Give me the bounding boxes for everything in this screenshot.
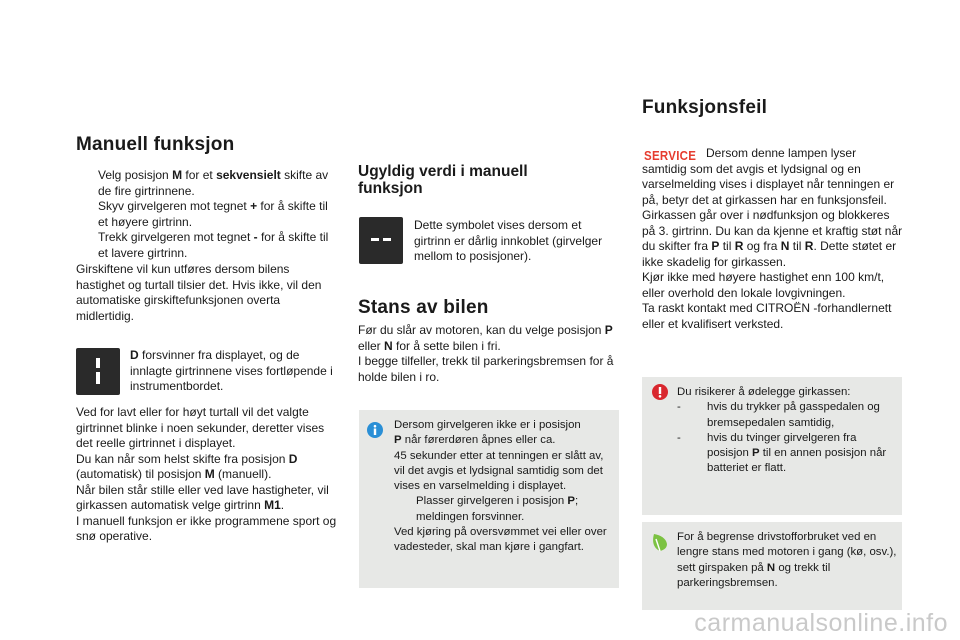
warning-note-box: Du risikerer å ødelegge girkassen: - hvis du trykker på gasspedalen og bremsepedalen samtidig, - hvis du tvinger girvelgeren fra posisjon P til en annen posisjon når batteriet er flatt. xyxy=(642,377,902,515)
emergency-mode-paragraph: Girkassen går over i nødfunksjon og blokkeres på 3. girtrinn. Du kan da kjenne et kraftig støt når du skifter fra P til R og fra N til R. Dette støtet er ikke skadelig for girkassen. xyxy=(642,208,903,269)
malfunction-text xyxy=(642,146,904,332)
info-icon xyxy=(367,422,383,438)
invalid-gear-icon xyxy=(359,217,403,264)
parking-brake-paragraph: I begge tilfeller, trekk til parkeringsbremsen for å holde bilen i ro. xyxy=(358,354,614,384)
heading-manual-mode: Manuell funksjon xyxy=(76,134,235,155)
eco-note-box xyxy=(642,522,902,610)
list-item: Velg posisjon M for et sekvensielt skifte av de fire girtrinnene. xyxy=(98,168,329,198)
contact-dealer-paragraph: Ta raskt kontakt med CITROËN -forhandlernett eller et kvalifisert verksted. xyxy=(642,301,892,331)
eco-advice-text: For å begrense drivstofforbruket ved en lengre stans med motoren i gang (kø, osv.), sett girspaken på N og trekk til parkeringsbremsen. xyxy=(677,531,897,589)
heading-stopping-vehicle: Stans av bilen xyxy=(358,297,489,318)
rpm-paragraph: Ved for lavt eller for høyt turtall vil det valgte girtrinnet blinke i noen sekunder, deretter vises det reelle girtrinnet i displayet. xyxy=(76,405,325,450)
dash-glyph: - xyxy=(677,401,681,414)
service-lamp-icon: SERVICE xyxy=(644,149,697,163)
list-item: - hvis du tvinger girvelgeren fra posisjon P til en annen posisjon når batteriet er flatt. xyxy=(677,431,887,475)
gear-change-paragraph: Girskiftene vil kun utføres dersom bilens hastighet og turtall tilsier det. Hvis ikke, vil den automatiske girskiftefunksjonen overta midlertidig. xyxy=(76,262,322,323)
switch-d-m-paragraph: Du kan når som helst skifte fra posisjon D (automatisk) til posisjon M (manuell). xyxy=(76,451,298,481)
warning-icon xyxy=(652,384,668,400)
heading-malfunction: Funksjonsfeil xyxy=(642,97,768,118)
manual-mode-details xyxy=(76,405,340,545)
list-item: Trekk girvelgeren mot tegnet - for å skifte til et lavere girtrinn. xyxy=(98,230,329,260)
watermark: carmanualsonline.info xyxy=(694,609,948,637)
d-indicator-text: D forsvinner fra displayet, og de innlagte girtrinnene vises fortløpende i instrumentbordet. xyxy=(130,348,333,393)
list-item: Plasser girvelgeren i posisjon P; meldingen forsvinner. xyxy=(416,495,579,523)
heading-invalid-value: Ugyldig verdi i manuell funksjon xyxy=(358,163,528,197)
service-lamp-paragraph: Dersom denne lampen lyser samtidig som det avgis et lydsignal og en varselmelding vises i displayet når tenningen er på, betyr det at girkassen har en funksjonsfeil. xyxy=(642,146,895,207)
column-manual-mode xyxy=(76,134,338,324)
manual-mode-steps xyxy=(76,168,338,261)
neutral-paragraph: Før du slår av motoren, kan du velge posisjon P eller N for å sette bilen i fri. xyxy=(358,323,613,353)
list-item: - hvis du trykker på gasspedalen og bremsepedalen samtidig, xyxy=(677,401,880,429)
speed-limit-paragraph: Kjør ikke med høyere hastighet enn 100 km/t, eller overhold den lokale lovgivningen. xyxy=(642,270,885,300)
dash-glyph: - xyxy=(677,431,681,444)
sport-snow-paragraph: I manuell funksjon er ikke programmene sport og snø operative. xyxy=(76,513,337,543)
list-item: Skyv girvelgeren mot tegnet + for å skifte til et høyere girtrinn. xyxy=(98,199,328,229)
info-note-box: Dersom girvelgeren ikke er i posisjon P når førerdøren åpnes eller ca. 45 sekunder etter at tenningen er slått av, vil det avgis et lydsignal samtidig som det vises en varselmelding i displayet. Plasser girvelgeren i posisjon P; meldingen forsvinner. Ved kjøring på oversvømmet vei eller over vadesteder, skal man kjøre i gangfart. xyxy=(359,410,619,588)
auto-m1-paragraph: Når bilen står stille eller ved lave hastigheter, vil girkassen automatisk velge girtrinn M1. xyxy=(76,482,329,512)
stopping-vehicle-text xyxy=(358,323,622,385)
gear-indicator-icon xyxy=(76,348,120,395)
eco-leaf-icon xyxy=(651,532,669,552)
invalid-gear-text: Dette symbolet vises dersom et girtrinn er dårlig innkoblet (girvelger mellom to posisjoner). xyxy=(414,218,603,263)
